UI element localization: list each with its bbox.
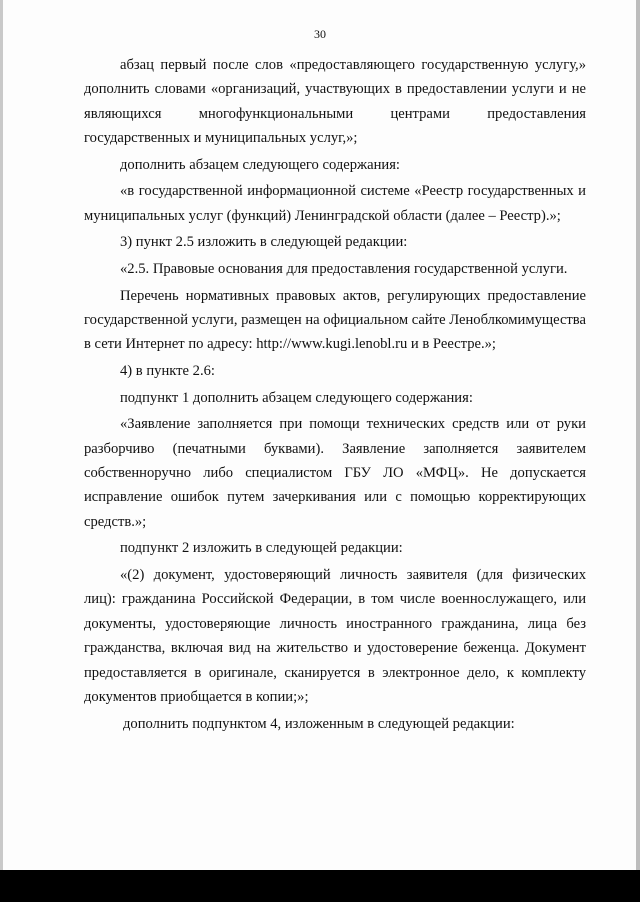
paragraph: Перечень нормативных правовых актов, регулирующих предоставление государственной услуги, размещен на официальном сайте Леноблкомимущества в сети Интернет по адресу: http://www.kugi.lenobl.ru и в Реестре.»;: [84, 287, 586, 353]
paragraph: «2.5. Правовые основания для предоставления государственной услуги.: [120, 261, 568, 277]
paragraph: «Заявление заполняется при помощи технических средств или от руки разборчиво (печатными буквами). Заявление заполняется заявителем собственноручно либо специалистом ГБУ ЛО «МФЦ». Не допускается исправление ошибок путем зачеркивания или с помощью корректирующих средств.»;: [84, 416, 586, 530]
paragraph: 3) пункт 2.5 изложить в следующей редакции:: [120, 234, 408, 251]
page-number: 30: [314, 27, 326, 41]
scan-edge-left: [0, 0, 3, 902]
paragraph: «(2) документ, удостоверяющий личность заявителя (для физических лиц): гражданина Российской Федерации, в том числе военнослужащего, или документы, удостоверяющие личность иностранного гражданина, лица без гражданства, включая вид на жительство и удостоверение беженца. Документ предоставляется в оригинале, сканируется в электронное дело, к комплекту документов приобщается в копии;»;: [84, 567, 586, 706]
scan-bottom-bar: [0, 870, 640, 902]
paragraph: дополнить подпунктом 4, изложенным в следующей редакции:: [123, 715, 515, 732]
paragraph: «в государственной информационной системе «Реестр государственных и муниципальных услуг (функций) Ленинградской области (далее – Реестр).»;: [84, 183, 586, 224]
scan-edge-right: [636, 0, 640, 902]
paragraph: абзац первый после слов «предоставляющего государственную услугу,» дополнить словами «организаций, участвующих в предоставлении услуги и не являющихся многофункциональными центрами предоставления государственных и муниципальных услуг,»;: [84, 57, 586, 147]
paragraph: дополнить абзацем следующего содержания:: [120, 156, 400, 173]
paragraph: 4) в пункте 2.6:: [120, 363, 215, 379]
paragraph: подпункт 2 изложить в следующей редакции:: [120, 540, 403, 557]
paragraph: подпункт 1 дополнить абзацем следующего содержания:: [120, 389, 473, 406]
document-body: [84, 53, 586, 738]
